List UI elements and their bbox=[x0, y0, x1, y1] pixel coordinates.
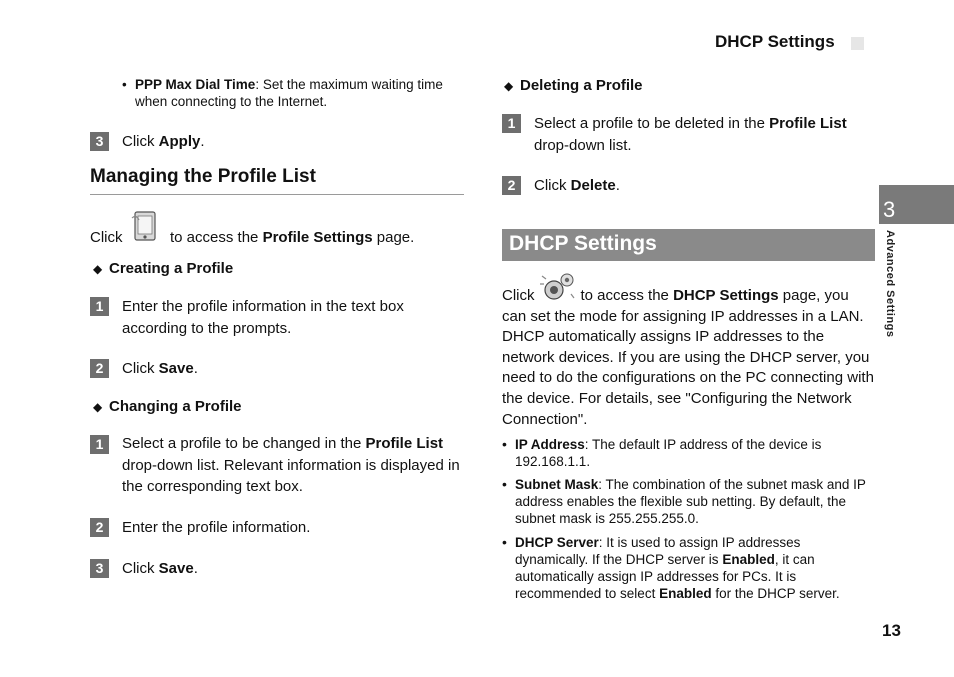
step-number: 1 bbox=[502, 114, 521, 133]
ppp-max-dial-bullet bbox=[122, 76, 462, 109]
step-apply-text: Click Apply. bbox=[122, 133, 205, 150]
bullet-text: : Set the maximum waiting time when connecting to the Internet. bbox=[135, 77, 443, 109]
dhcp-intro: Click to access the DHCP Settings page, you can set the mode for assigning IP addresses in a LAN. DHCP automatically assigns IP addresses to the network devices. If you are using the DHCP server, you need to do the configurations on the PC connecting with the device. For details, see "Configuring the Network Connection". bbox=[502, 287, 874, 428]
bullet-term: PPP Max Dial Time bbox=[135, 77, 256, 92]
section-title: Managing the Profile List bbox=[90, 166, 316, 187]
bullet-dot: • bbox=[502, 534, 507, 550]
changing-step1-text: Select a profile to be changed in the Profile List drop-down list. Relevant information is displayed in the corresponding text box. bbox=[122, 435, 460, 495]
banner-title: DHCP Settings bbox=[509, 232, 657, 255]
bullet-dot: • bbox=[122, 77, 127, 92]
step-number: 2 bbox=[502, 176, 521, 195]
dhcp-settings-banner bbox=[502, 229, 875, 261]
changing-profile-heading: ◆ Changing a Profile bbox=[93, 396, 242, 418]
step-number: 1 bbox=[90, 435, 109, 454]
header-square-icon bbox=[851, 37, 864, 50]
deleting-step2-text: Click Delete. bbox=[534, 177, 620, 194]
diamond-bullet-icon: ◆ bbox=[93, 400, 103, 414]
chapter-label: Advanced Settings bbox=[884, 230, 896, 338]
creating-step1-text: Enter the profile information in the text box according to the prompts. bbox=[122, 298, 404, 337]
changing-step3-text: Click Save. bbox=[122, 560, 198, 577]
bullet-dhcp-server: • DHCP Server: It is used to assign IP addresses dynamically. If the DHCP server is Enabled, it can automatically assign IP addresses for PCs. It is recommended to select Enabled for the DHCP server. bbox=[502, 534, 840, 601]
step-number: 3 bbox=[90, 559, 109, 578]
step-number: 3 bbox=[90, 132, 109, 151]
page-header-title: DHCP Settings bbox=[715, 32, 835, 51]
bullet-dot: • bbox=[502, 476, 507, 492]
section-rule bbox=[90, 194, 464, 195]
diamond-bullet-icon: ◆ bbox=[504, 79, 514, 93]
step-number: 2 bbox=[90, 518, 109, 537]
creating-step2-text: Click Save. bbox=[122, 360, 198, 377]
bullet-subnet-mask: • Subnet Mask: The combination of the subnet mask and IP address enables the flexible sub netting. By default, the subnet mask is 255.255.255.0. bbox=[502, 476, 866, 526]
page-number: 13 bbox=[882, 621, 901, 640]
changing-step2-text: Enter the profile information. bbox=[122, 519, 311, 536]
profile-intro-rest: to access the Profile Settings page. bbox=[170, 229, 415, 246]
deleting-step1-text: Select a profile to be deleted in the Profile List drop-down list. bbox=[534, 115, 847, 154]
bullet-ip-address: • IP Address: The default IP address of the device is 192.168.1.1. bbox=[502, 436, 822, 469]
profile-intro: Click bbox=[90, 229, 123, 246]
creating-profile-heading: ◆ Creating a Profile bbox=[93, 258, 233, 280]
chapter-tab bbox=[879, 185, 954, 224]
deleting-profile-heading: ◆ Deleting a Profile bbox=[504, 75, 643, 97]
profile-settings-icon[interactable] bbox=[130, 210, 158, 249]
step-number: 1 bbox=[90, 297, 109, 316]
step-number: 2 bbox=[90, 359, 109, 378]
diamond-bullet-icon: ◆ bbox=[93, 262, 103, 276]
chapter-number: 3 bbox=[883, 197, 896, 222]
bullet-dot: • bbox=[502, 436, 507, 452]
